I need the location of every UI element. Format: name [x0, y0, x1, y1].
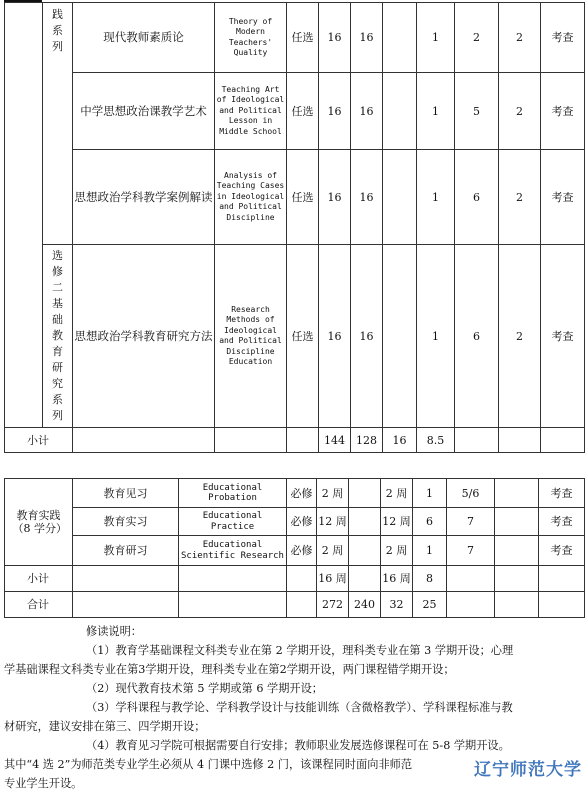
assessment: 考查 — [541, 150, 585, 245]
course-name-en: Teaching Art of Ideological and Political Lesson in Middle School — [215, 73, 287, 150]
empty-cell — [73, 428, 215, 453]
course-type: 任选 — [287, 3, 319, 73]
empty-cell — [215, 428, 287, 453]
credits: 8.5 — [417, 428, 455, 453]
course-name-cn: 教育见习 — [73, 479, 179, 508]
weekly-hours — [495, 536, 539, 566]
table-row — [5, 73, 585, 150]
course-name-en: Analysis of Teaching Cases in Ideological and Political Discipline — [215, 150, 287, 245]
semester: 5 — [455, 73, 499, 150]
hours-practice — [383, 73, 417, 150]
weekly-hours — [495, 508, 539, 536]
credits: 25 — [413, 592, 447, 618]
course-type: 必修 — [287, 508, 317, 536]
credits: 6 — [413, 508, 447, 536]
weekly-hours: 2 — [499, 150, 541, 245]
assessment: 考查 — [539, 536, 585, 566]
course-type: 必修 — [287, 536, 317, 566]
hours-practice: 16 — [383, 428, 417, 453]
total-label: 合计 — [5, 592, 73, 618]
table-row — [5, 245, 585, 428]
credits: 1 — [413, 536, 447, 566]
empty-cell — [539, 592, 585, 618]
hours-total: 2 周 — [317, 479, 349, 508]
hours-total: 16 — [319, 150, 351, 245]
table-row — [5, 536, 585, 566]
course-name-cn: 教育研习 — [73, 536, 179, 566]
course-type: 任选 — [287, 73, 319, 150]
course-type: 必修 — [287, 479, 317, 508]
empty-cell — [349, 566, 381, 592]
series-label: 践系列 — [52, 8, 63, 53]
empty-cell — [179, 592, 287, 618]
assessment: 考查 — [541, 3, 585, 73]
empty-cell — [495, 592, 539, 618]
hours-theory — [349, 479, 381, 508]
hours-theory: 16 — [351, 73, 383, 150]
semester: 6 — [455, 245, 499, 428]
university-watermark: 辽宁师范大学 — [474, 760, 582, 780]
table-row — [5, 3, 585, 73]
weekly-hours — [495, 479, 539, 508]
assessment: 考查 — [541, 245, 585, 428]
subtotal-label: 小计 — [5, 566, 73, 592]
empty-cell — [73, 566, 179, 592]
hours-theory: 16 — [351, 3, 383, 73]
hours-practice — [383, 3, 417, 73]
empty-cell — [287, 566, 317, 592]
practice-group — [5, 479, 73, 566]
assessment: 考查 — [539, 479, 585, 508]
semester: 7 — [447, 508, 495, 536]
semester: 7 — [447, 536, 495, 566]
credits: 1 — [417, 245, 455, 428]
note-line: 学基础课程文科类专业在第3学期开设，理科类专业在第2学期开设，两门课程错学期开设； — [4, 663, 455, 676]
hours-total: 2 周 — [317, 536, 349, 566]
note-line: 其中“4 选 2”为师范类专业学生必须从 4 门课中选修 2 门，该课程同时面向非师范 — [4, 758, 413, 771]
course-name-en: Theory of Modern Teachers' Quality — [215, 3, 287, 73]
hours-theory — [349, 508, 381, 536]
hours-practice: 32 — [381, 592, 413, 618]
semester: 2 — [455, 3, 499, 73]
course-type: 任选 — [287, 150, 319, 245]
course-table-electives — [4, 2, 585, 453]
empty-cell — [287, 428, 319, 453]
empty-cell — [541, 428, 585, 453]
total-row — [5, 592, 585, 618]
course-name-en: Research Methods of Ideological and Political Discipline Education — [215, 245, 287, 428]
hours-total: 12 周 — [317, 508, 349, 536]
semester: 6 — [455, 150, 499, 245]
series-label: 选修二 基础教育研究系列 — [52, 249, 63, 422]
course-name-en: Educational Probation — [179, 479, 287, 508]
series-cell — [43, 3, 73, 245]
hours-practice: 2 周 — [381, 536, 413, 566]
course-name-cn: 教育实习 — [73, 508, 179, 536]
credits: 8 — [413, 566, 447, 592]
course-name-en: Educational Practice — [179, 508, 287, 536]
course-name-cn: 现代教师素质论 — [73, 3, 215, 73]
empty-cell — [179, 566, 287, 592]
note-line: 材研究，建议安排在第三、四学期开设； — [4, 720, 206, 733]
weekly-hours: 2 — [499, 3, 541, 73]
hours-practice: 12 周 — [381, 508, 413, 536]
weekly-hours: 2 — [499, 73, 541, 150]
assessment: 考查 — [541, 73, 585, 150]
notes-title: 修读说明： — [86, 625, 142, 638]
practice-group-label: 教育实践（8 学分） — [12, 509, 67, 535]
hours-practice — [383, 245, 417, 428]
subtotal-label: 小计 — [5, 428, 73, 453]
table-row — [5, 150, 585, 245]
semester: 5/6 — [447, 479, 495, 508]
subtotal-row — [5, 428, 585, 453]
note-line: 专业学生开设。 — [4, 777, 83, 790]
hours-theory — [349, 536, 381, 566]
category-cell — [5, 3, 43, 428]
subtotal-row — [5, 566, 585, 592]
hours-total: 16 — [319, 73, 351, 150]
hours-total: 16 — [319, 245, 351, 428]
hours-theory: 16 — [351, 150, 383, 245]
credits: 1 — [417, 73, 455, 150]
empty-cell — [499, 428, 541, 453]
hours-total: 144 — [319, 428, 351, 453]
weekly-hours: 2 — [499, 245, 541, 428]
empty-cell — [455, 428, 499, 453]
note-line: （1）教育学基础课程文科类专业在第 2 学期开设，理科类专业在第 3 学期开设；心理 — [86, 644, 514, 657]
hours-theory: 240 — [349, 592, 381, 618]
hours-theory: 128 — [351, 428, 383, 453]
course-name-cn: 中学思想政治课教学艺术 — [73, 73, 215, 150]
empty-cell — [495, 566, 539, 592]
hours-total: 16 周 — [317, 566, 349, 592]
empty-cell — [539, 566, 585, 592]
note-line: （2）现代教育技术第 5 学期或第 6 学期开设； — [86, 682, 323, 695]
course-name-cn: 思想政治学科教育研究方法 — [73, 245, 215, 428]
hours-theory: 16 — [351, 245, 383, 428]
empty-cell — [287, 592, 317, 618]
course-table-practice — [4, 478, 585, 618]
empty-cell — [447, 566, 495, 592]
series-cell — [43, 245, 73, 428]
course-name-en: Educational Scientific Research — [179, 536, 287, 566]
credits: 1 — [417, 150, 455, 245]
hours-total: 272 — [317, 592, 349, 618]
hours-practice — [383, 150, 417, 245]
course-name-cn: 思想政治学科教学案例解读 — [73, 150, 215, 245]
table-row — [5, 508, 585, 536]
empty-cell — [447, 592, 495, 618]
note-line: （3）学科课程与教学论、学科教学设计与技能训练（含微格教学）、学科课程标准与教 — [86, 701, 513, 714]
assessment: 考查 — [539, 508, 585, 536]
credits: 1 — [413, 479, 447, 508]
hours-practice: 2 周 — [381, 479, 413, 508]
empty-cell — [73, 592, 179, 618]
hours-practice: 16 周 — [381, 566, 413, 592]
note-line: （4）教育见习学院可根据需要自行安排；教师职业发展选修课程可在 5-8 学期开设。 — [86, 739, 510, 752]
table-row — [5, 479, 585, 508]
course-type: 任选 — [287, 245, 319, 428]
hours-total: 16 — [319, 3, 351, 73]
credits: 1 — [417, 3, 455, 73]
